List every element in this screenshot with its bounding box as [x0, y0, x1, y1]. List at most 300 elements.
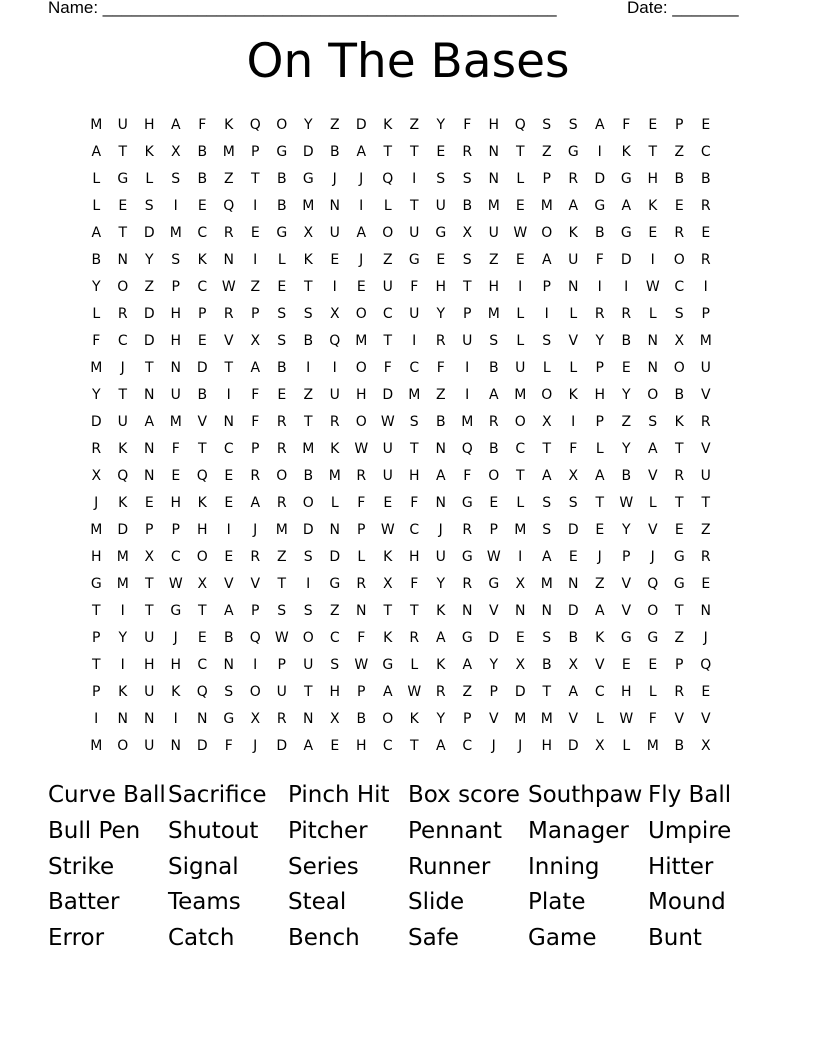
grid-letter[interactable]: D: [488, 630, 500, 646]
grid-letter[interactable]: R: [462, 576, 473, 592]
grid-letter[interactable]: T: [648, 144, 658, 160]
grid-letter[interactable]: R: [568, 171, 579, 187]
grid-letter[interactable]: F: [463, 468, 472, 484]
grid-letter[interactable]: H: [90, 549, 102, 565]
grid-letter[interactable]: H: [620, 684, 632, 700]
grid-letter[interactable]: I: [306, 576, 311, 592]
grid-letter[interactable]: J: [332, 171, 337, 187]
grid-letter[interactable]: M: [540, 576, 553, 592]
grid-letter[interactable]: P: [463, 711, 472, 727]
grid-letter[interactable]: V: [700, 387, 711, 403]
grid-letter[interactable]: W: [354, 657, 369, 673]
grid-letter[interactable]: E: [277, 387, 287, 403]
grid-letter[interactable]: B: [197, 387, 208, 403]
grid-letter[interactable]: S: [542, 522, 552, 538]
grid-letter[interactable]: Q: [514, 117, 526, 133]
grid-letter[interactable]: Y: [144, 252, 154, 268]
grid-letter[interactable]: G: [461, 549, 473, 565]
grid-letter[interactable]: Y: [436, 576, 446, 592]
grid-letter[interactable]: O: [647, 387, 659, 403]
grid-letter[interactable]: A: [144, 414, 155, 430]
grid-letter[interactable]: Y: [436, 711, 446, 727]
grid-letter[interactable]: I: [173, 711, 178, 727]
grid-letter[interactable]: B: [568, 630, 579, 646]
grid-letter[interactable]: Q: [249, 117, 261, 133]
grid-letter[interactable]: V: [568, 711, 579, 727]
grid-letter[interactable]: B: [276, 198, 287, 214]
grid-letter[interactable]: S: [542, 117, 552, 133]
grid-letter[interactable]: L: [383, 198, 392, 214]
grid-letter[interactable]: T: [118, 387, 128, 403]
grid-letter[interactable]: Z: [382, 252, 393, 268]
grid-letter[interactable]: Z: [329, 603, 340, 619]
grid-letter[interactable]: Y: [118, 630, 128, 646]
grid-letter[interactable]: E: [330, 252, 340, 268]
grid-letter[interactable]: Z: [541, 144, 552, 160]
grid-letter[interactable]: N: [223, 252, 234, 268]
grid-letter[interactable]: H: [170, 495, 182, 511]
grid-letter[interactable]: I: [465, 360, 470, 376]
grid-letter[interactable]: J: [597, 549, 602, 565]
grid-letter[interactable]: E: [330, 738, 340, 754]
grid-letter[interactable]: R: [700, 549, 711, 565]
grid-letter[interactable]: T: [91, 603, 101, 619]
grid-letter[interactable]: E: [489, 495, 499, 511]
grid-letter[interactable]: W: [513, 225, 528, 241]
grid-letter[interactable]: U: [382, 279, 393, 295]
grid-letter[interactable]: I: [253, 198, 258, 214]
grid-letter[interactable]: O: [541, 225, 553, 241]
grid-letter[interactable]: M: [355, 333, 368, 349]
grid-letter[interactable]: Q: [196, 468, 208, 484]
grid-letter[interactable]: E: [648, 225, 658, 241]
grid-letter[interactable]: I: [597, 144, 602, 160]
grid-letter[interactable]: T: [383, 333, 393, 349]
grid-letter[interactable]: J: [359, 171, 364, 187]
grid-letter[interactable]: C: [382, 738, 393, 754]
grid-letter[interactable]: L: [277, 252, 286, 268]
grid-letter[interactable]: T: [542, 684, 552, 700]
grid-letter[interactable]: L: [516, 333, 525, 349]
grid-letter[interactable]: A: [488, 387, 499, 403]
grid-letter[interactable]: O: [647, 603, 659, 619]
grid-letter[interactable]: D: [567, 522, 579, 538]
grid-letter[interactable]: G: [488, 576, 500, 592]
grid-letter[interactable]: D: [302, 144, 314, 160]
grid-letter[interactable]: E: [515, 198, 525, 214]
grid-letter[interactable]: G: [461, 495, 473, 511]
grid-letter[interactable]: Y: [303, 117, 313, 133]
grid-letter[interactable]: E: [197, 198, 207, 214]
grid-letter[interactable]: S: [542, 630, 552, 646]
grid-letter[interactable]: R: [329, 414, 340, 430]
grid-letter[interactable]: W: [486, 549, 501, 565]
grid-letter[interactable]: I: [703, 279, 708, 295]
grid-letter[interactable]: M: [169, 225, 182, 241]
grid-letter[interactable]: K: [118, 684, 128, 700]
grid-letter[interactable]: H: [170, 333, 182, 349]
grid-letter[interactable]: A: [541, 252, 552, 268]
grid-letter[interactable]: T: [674, 603, 684, 619]
grid-letter[interactable]: P: [675, 117, 684, 133]
grid-letter[interactable]: C: [674, 279, 685, 295]
grid-letter[interactable]: X: [382, 576, 393, 592]
grid-letter[interactable]: A: [356, 144, 367, 160]
grid-letter[interactable]: C: [700, 144, 711, 160]
grid-letter[interactable]: P: [675, 657, 684, 673]
grid-letter[interactable]: T: [701, 495, 711, 511]
grid-letter[interactable]: N: [170, 360, 181, 376]
grid-letter[interactable]: R: [276, 711, 287, 727]
grid-letter[interactable]: Z: [276, 549, 287, 565]
grid-letter[interactable]: B: [541, 657, 552, 673]
grid-letter[interactable]: K: [436, 657, 446, 673]
grid-letter[interactable]: A: [382, 684, 393, 700]
grid-letter[interactable]: N: [435, 495, 446, 511]
grid-letter[interactable]: C: [409, 360, 420, 376]
grid-letter[interactable]: V: [250, 576, 261, 592]
grid-letter[interactable]: Z: [329, 117, 340, 133]
grid-letter[interactable]: B: [91, 252, 102, 268]
grid-letter[interactable]: A: [621, 198, 632, 214]
grid-letter[interactable]: O: [673, 252, 685, 268]
grid-letter[interactable]: Y: [621, 522, 631, 538]
grid-letter[interactable]: N: [435, 441, 446, 457]
grid-letter[interactable]: R: [462, 522, 473, 538]
grid-letter[interactable]: B: [700, 171, 711, 187]
grid-letter[interactable]: Z: [674, 144, 685, 160]
grid-letter[interactable]: P: [251, 144, 260, 160]
grid-letter[interactable]: M: [302, 198, 315, 214]
grid-letter[interactable]: H: [143, 657, 155, 673]
grid-letter[interactable]: G: [170, 603, 182, 619]
grid-letter[interactable]: X: [250, 711, 261, 727]
grid-letter[interactable]: E: [250, 225, 260, 241]
grid-letter[interactable]: S: [674, 306, 684, 322]
grid-letter[interactable]: Z: [409, 117, 420, 133]
grid-letter[interactable]: G: [223, 711, 235, 727]
grid-letter[interactable]: F: [224, 738, 233, 754]
grid-letter[interactable]: K: [197, 495, 207, 511]
grid-letter[interactable]: P: [251, 306, 260, 322]
grid-letter[interactable]: D: [567, 603, 579, 619]
grid-letter[interactable]: X: [515, 657, 526, 673]
grid-letter[interactable]: R: [117, 306, 128, 322]
grid-letter[interactable]: U: [329, 387, 340, 403]
grid-letter[interactable]: P: [595, 360, 604, 376]
grid-letter[interactable]: U: [382, 441, 393, 457]
grid-letter[interactable]: B: [621, 333, 632, 349]
grid-letter[interactable]: D: [329, 549, 341, 565]
grid-letter[interactable]: M: [408, 387, 421, 403]
grid-letter[interactable]: I: [226, 387, 231, 403]
grid-letter[interactable]: O: [488, 468, 500, 484]
grid-letter[interactable]: T: [409, 144, 419, 160]
grid-letter[interactable]: M: [514, 522, 527, 538]
grid-letter[interactable]: I: [94, 711, 99, 727]
grid-letter[interactable]: P: [357, 684, 366, 700]
grid-letter[interactable]: I: [544, 306, 549, 322]
grid-letter[interactable]: N: [462, 603, 473, 619]
grid-letter[interactable]: T: [118, 225, 128, 241]
grid-letter[interactable]: P: [622, 549, 631, 565]
grid-letter[interactable]: V: [223, 576, 234, 592]
grid-letter[interactable]: F: [410, 576, 419, 592]
grid-letter[interactable]: F: [622, 117, 631, 133]
grid-letter[interactable]: S: [277, 333, 287, 349]
grid-letter[interactable]: Y: [621, 441, 631, 457]
grid-letter[interactable]: O: [355, 306, 367, 322]
grid-letter[interactable]: L: [648, 306, 657, 322]
grid-letter[interactable]: W: [407, 684, 422, 700]
grid-letter[interactable]: Z: [303, 387, 314, 403]
grid-letter[interactable]: X: [674, 333, 685, 349]
grid-letter[interactable]: U: [144, 684, 155, 700]
grid-letter[interactable]: E: [515, 252, 525, 268]
grid-letter[interactable]: R: [276, 441, 287, 457]
grid-letter[interactable]: X: [515, 576, 526, 592]
grid-letter[interactable]: E: [701, 576, 711, 592]
grid-letter[interactable]: C: [409, 522, 420, 538]
grid-letter[interactable]: B: [276, 171, 287, 187]
grid-letter[interactable]: Z: [488, 252, 499, 268]
grid-letter[interactable]: M: [116, 576, 129, 592]
grid-letter[interactable]: E: [224, 495, 234, 511]
grid-letter[interactable]: M: [487, 306, 500, 322]
grid-letter[interactable]: U: [462, 333, 473, 349]
grid-letter[interactable]: S: [462, 171, 472, 187]
grid-letter[interactable]: X: [594, 738, 605, 754]
grid-letter[interactable]: M: [90, 738, 103, 754]
grid-letter[interactable]: V: [700, 441, 711, 457]
grid-letter[interactable]: A: [356, 225, 367, 241]
grid-letter[interactable]: P: [701, 306, 710, 322]
grid-letter[interactable]: S: [303, 549, 313, 565]
grid-letter[interactable]: U: [303, 657, 314, 673]
grid-letter[interactable]: A: [568, 684, 579, 700]
grid-letter[interactable]: X: [462, 225, 473, 241]
grid-letter[interactable]: R: [276, 495, 287, 511]
grid-letter[interactable]: X: [700, 738, 711, 754]
grid-letter[interactable]: J: [438, 522, 443, 538]
grid-letter[interactable]: V: [621, 603, 632, 619]
grid-letter[interactable]: E: [356, 279, 366, 295]
grid-letter[interactable]: D: [567, 738, 579, 754]
grid-letter[interactable]: E: [621, 360, 631, 376]
grid-letter[interactable]: F: [648, 711, 657, 727]
grid-letter[interactable]: K: [674, 414, 684, 430]
grid-letter[interactable]: U: [435, 549, 446, 565]
grid-letter[interactable]: N: [170, 738, 181, 754]
grid-letter[interactable]: L: [516, 495, 525, 511]
grid-letter[interactable]: X: [250, 333, 261, 349]
grid-letter[interactable]: M: [275, 522, 288, 538]
grid-letter[interactable]: N: [488, 144, 499, 160]
grid-letter[interactable]: O: [673, 360, 685, 376]
grid-letter[interactable]: D: [276, 738, 288, 754]
grid-letter[interactable]: M: [646, 738, 659, 754]
grid-letter[interactable]: J: [491, 738, 496, 754]
grid-letter[interactable]: H: [594, 387, 606, 403]
grid-letter[interactable]: G: [594, 198, 606, 214]
grid-letter[interactable]: G: [673, 549, 685, 565]
grid-letter[interactable]: B: [462, 198, 473, 214]
grid-letter[interactable]: M: [90, 117, 103, 133]
grid-letter[interactable]: G: [647, 630, 659, 646]
grid-letter[interactable]: B: [223, 630, 234, 646]
grid-letter[interactable]: B: [594, 225, 605, 241]
grid-letter[interactable]: D: [143, 306, 155, 322]
grid-letter[interactable]: O: [302, 630, 314, 646]
grid-letter[interactable]: I: [412, 171, 417, 187]
grid-letter[interactable]: S: [409, 414, 419, 430]
grid-letter[interactable]: S: [303, 306, 313, 322]
grid-letter[interactable]: P: [595, 414, 604, 430]
grid-letter[interactable]: J: [518, 738, 523, 754]
grid-letter[interactable]: O: [276, 117, 288, 133]
grid-letter[interactable]: R: [435, 684, 446, 700]
grid-letter[interactable]: T: [409, 738, 419, 754]
grid-letter[interactable]: M: [540, 198, 553, 214]
grid-letter[interactable]: G: [276, 225, 288, 241]
grid-letter[interactable]: N: [144, 441, 155, 457]
grid-letter[interactable]: B: [303, 468, 314, 484]
grid-letter[interactable]: N: [329, 522, 340, 538]
grid-letter[interactable]: P: [92, 684, 101, 700]
grid-letter[interactable]: K: [436, 603, 446, 619]
grid-letter[interactable]: R: [250, 468, 261, 484]
grid-letter[interactable]: P: [542, 279, 551, 295]
grid-letter[interactable]: N: [329, 198, 340, 214]
grid-letter[interactable]: D: [355, 117, 367, 133]
grid-letter[interactable]: Q: [249, 630, 261, 646]
grid-letter[interactable]: U: [382, 468, 393, 484]
grid-letter[interactable]: B: [303, 333, 314, 349]
grid-letter[interactable]: W: [380, 414, 395, 430]
grid-letter[interactable]: T: [595, 495, 605, 511]
grid-letter[interactable]: V: [700, 711, 711, 727]
grid-letter[interactable]: T: [144, 576, 154, 592]
grid-letter[interactable]: C: [197, 279, 208, 295]
grid-letter[interactable]: P: [542, 171, 551, 187]
grid-letter[interactable]: N: [647, 333, 658, 349]
grid-letter[interactable]: F: [171, 441, 180, 457]
grid-letter[interactable]: H: [435, 279, 447, 295]
grid-letter[interactable]: E: [701, 225, 711, 241]
grid-letter[interactable]: V: [488, 711, 499, 727]
grid-letter[interactable]: N: [117, 252, 128, 268]
grid-letter[interactable]: M: [514, 711, 527, 727]
grid-letter[interactable]: P: [489, 522, 498, 538]
grid-letter[interactable]: M: [90, 522, 103, 538]
grid-letter[interactable]: F: [595, 252, 604, 268]
grid-letter[interactable]: G: [90, 576, 102, 592]
grid-letter[interactable]: W: [645, 279, 660, 295]
grid-letter[interactable]: Q: [647, 576, 659, 592]
grid-letter[interactable]: Z: [700, 522, 711, 538]
grid-letter[interactable]: P: [92, 630, 101, 646]
grid-letter[interactable]: C: [515, 441, 526, 457]
date-field-label[interactable]: Date: _______: [627, 0, 739, 17]
grid-letter[interactable]: T: [409, 198, 419, 214]
grid-letter[interactable]: Q: [196, 684, 208, 700]
grid-letter[interactable]: P: [251, 603, 260, 619]
grid-letter[interactable]: D: [143, 333, 155, 349]
grid-letter[interactable]: T: [144, 360, 154, 376]
grid-letter[interactable]: A: [170, 117, 181, 133]
grid-letter[interactable]: F: [410, 279, 419, 295]
grid-letter[interactable]: T: [383, 603, 393, 619]
grid-letter[interactable]: E: [674, 522, 684, 538]
grid-letter[interactable]: R: [674, 468, 685, 484]
grid-letter[interactable]: E: [648, 657, 658, 673]
grid-letter[interactable]: B: [356, 711, 367, 727]
grid-letter[interactable]: W: [354, 441, 369, 457]
grid-letter[interactable]: I: [465, 387, 470, 403]
grid-letter[interactable]: B: [621, 468, 632, 484]
grid-letter[interactable]: F: [92, 333, 101, 349]
grid-letter[interactable]: B: [674, 171, 685, 187]
grid-letter[interactable]: U: [700, 468, 711, 484]
grid-letter[interactable]: K: [118, 441, 128, 457]
grid-letter[interactable]: Y: [595, 333, 605, 349]
grid-letter[interactable]: D: [514, 684, 526, 700]
grid-letter[interactable]: V: [568, 333, 579, 349]
grid-letter[interactable]: E: [701, 117, 711, 133]
grid-letter[interactable]: H: [355, 387, 367, 403]
grid-letter[interactable]: F: [463, 117, 472, 133]
grid-letter[interactable]: E: [436, 252, 446, 268]
grid-letter[interactable]: G: [620, 225, 632, 241]
grid-letter[interactable]: T: [277, 576, 287, 592]
grid-letter[interactable]: I: [412, 333, 417, 349]
grid-letter[interactable]: Y: [621, 387, 631, 403]
grid-letter[interactable]: J: [253, 522, 258, 538]
grid-letter[interactable]: A: [435, 468, 446, 484]
grid-letter[interactable]: S: [436, 171, 446, 187]
grid-letter[interactable]: O: [196, 549, 208, 565]
grid-letter[interactable]: S: [330, 657, 340, 673]
grid-letter[interactable]: K: [383, 630, 393, 646]
grid-letter[interactable]: B: [488, 441, 499, 457]
grid-letter[interactable]: I: [173, 198, 178, 214]
grid-letter[interactable]: S: [489, 333, 499, 349]
grid-letter[interactable]: R: [409, 630, 420, 646]
grid-letter[interactable]: O: [382, 225, 394, 241]
grid-letter[interactable]: N: [700, 603, 711, 619]
grid-letter[interactable]: P: [251, 441, 260, 457]
grid-letter[interactable]: E: [197, 630, 207, 646]
grid-letter[interactable]: H: [541, 738, 553, 754]
grid-letter[interactable]: X: [541, 414, 552, 430]
grid-letter[interactable]: O: [249, 684, 261, 700]
grid-letter[interactable]: T: [515, 468, 525, 484]
grid-letter[interactable]: A: [594, 117, 605, 133]
grid-letter[interactable]: I: [120, 657, 125, 673]
grid-letter[interactable]: U: [117, 117, 128, 133]
grid-letter[interactable]: I: [518, 549, 523, 565]
grid-letter[interactable]: E: [171, 468, 181, 484]
grid-letter[interactable]: H: [170, 657, 182, 673]
grid-letter[interactable]: N: [303, 711, 314, 727]
grid-letter[interactable]: J: [650, 549, 655, 565]
grid-letter[interactable]: I: [306, 360, 311, 376]
grid-letter[interactable]: Q: [117, 468, 129, 484]
grid-letter[interactable]: U: [568, 252, 579, 268]
grid-letter[interactable]: U: [435, 198, 446, 214]
grid-letter[interactable]: G: [620, 630, 632, 646]
grid-letter[interactable]: T: [303, 414, 313, 430]
